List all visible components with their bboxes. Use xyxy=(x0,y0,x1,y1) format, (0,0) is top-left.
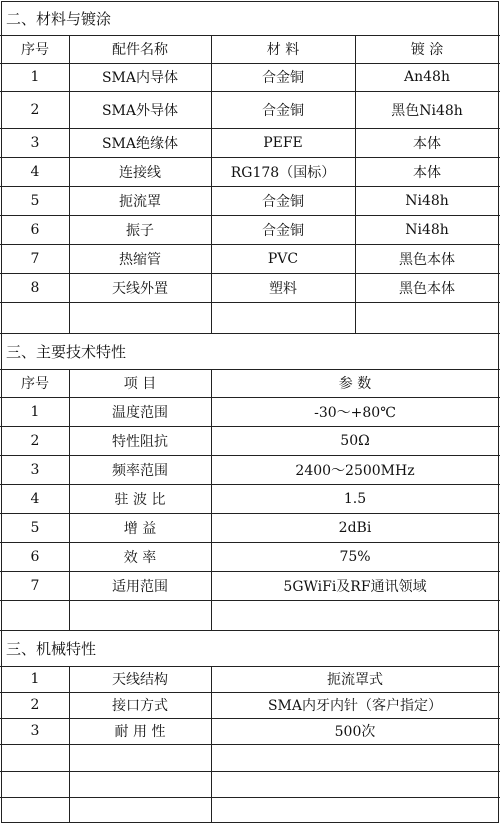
table-cell: SMA外导体 xyxy=(101,102,179,119)
table-cell: 3 xyxy=(30,461,40,478)
section-title-materials: 二、材料与镀涂 xyxy=(6,9,112,28)
table-header-cell: 序号 xyxy=(21,376,49,392)
table-cell: 塑料 xyxy=(269,280,297,297)
table-cell xyxy=(1,600,69,630)
table-cell: 2 xyxy=(30,432,40,449)
table-cell: 8 xyxy=(30,279,40,296)
table-cell xyxy=(211,771,499,797)
table-cell: 耐 用 性 xyxy=(114,724,166,741)
table-cell xyxy=(211,745,499,771)
table-cell: 天线结构 xyxy=(112,672,168,689)
divider xyxy=(355,35,356,333)
table-cell: 2 xyxy=(30,697,40,714)
table-cell: 适用范围 xyxy=(112,578,168,595)
divider xyxy=(211,35,212,333)
table-cell: 接口方式 xyxy=(112,698,168,715)
table-header-cell: 参 数 xyxy=(338,376,372,392)
table-cell: 增 益 xyxy=(123,520,157,537)
table-cell: Ni48h xyxy=(405,221,449,238)
table-cell: 5GWiFi及RF通讯领域 xyxy=(283,578,427,595)
table-cell: 扼流罩式 xyxy=(327,672,383,689)
table-cell: SMA内牙内针（客户指定） xyxy=(267,698,443,715)
table-cell: 2 xyxy=(30,101,40,118)
table-cell xyxy=(355,302,499,333)
table-cell: 天线外置 xyxy=(112,280,168,297)
table-cell: 温度范围 xyxy=(112,404,168,421)
table-cell: 热缩管 xyxy=(119,251,161,268)
table-cell: 频率范围 xyxy=(112,462,168,479)
table-cell: 5 xyxy=(30,192,40,209)
divider xyxy=(69,369,70,630)
table-cell: 合金铜 xyxy=(262,102,304,119)
table-cell: SMA绝缘体 xyxy=(101,135,179,152)
table-cell: 1 xyxy=(30,69,40,85)
table-cell: 连接线 xyxy=(119,164,161,181)
table-cell: 效 率 xyxy=(123,549,157,566)
table-header-cell: 项 目 xyxy=(123,376,157,392)
table-cell: Ni48h xyxy=(405,192,449,209)
table-cell: 扼流罩 xyxy=(119,193,161,210)
table-cell xyxy=(69,600,211,630)
table-cell: 4 xyxy=(30,490,40,507)
section-title-specs: 三、主要技术特性 xyxy=(6,342,127,361)
table-cell: RG178（国标） xyxy=(230,164,336,181)
table-cell: 2400～2500MHz xyxy=(295,462,415,479)
table-cell xyxy=(1,302,69,333)
table-cell: 50Ω xyxy=(340,432,370,449)
table-cell xyxy=(69,797,211,823)
table-cell: 4 xyxy=(30,163,40,180)
table-cell: 合金铜 xyxy=(262,222,304,239)
table-cell xyxy=(211,797,499,823)
table-cell xyxy=(69,302,211,333)
table-header-cell: 材 料 xyxy=(266,42,300,58)
table-cell xyxy=(1,797,69,823)
table-cell: 500次 xyxy=(334,724,376,741)
table-cell: -30～+80℃ xyxy=(314,404,396,421)
table-cell: An48h xyxy=(404,69,450,85)
table-cell: 驻 波 比 xyxy=(114,491,166,508)
table-cell: 7 xyxy=(30,250,40,267)
table-cell: 6 xyxy=(30,548,40,565)
table-cell: 1.5 xyxy=(343,490,367,507)
table-cell: 3 xyxy=(30,134,40,151)
table-header-cell: 序号 xyxy=(21,42,49,58)
table-cell: PEFE xyxy=(263,134,303,151)
table-cell: 1 xyxy=(30,671,40,688)
table-header-cell: 镀 涂 xyxy=(410,42,444,58)
section-title-mechanical: 三、机械特性 xyxy=(6,639,97,658)
table-cell: 2dBi xyxy=(338,519,372,536)
divider xyxy=(69,666,70,823)
table-cell: 合金铜 xyxy=(262,193,304,210)
table-cell xyxy=(1,771,69,797)
table-cell: 本体 xyxy=(413,135,441,152)
table-cell: 特性阻抗 xyxy=(112,433,168,450)
table-cell: 本体 xyxy=(413,164,441,181)
table-cell xyxy=(211,600,499,630)
table-cell: 6 xyxy=(30,221,40,238)
table-cell: 75% xyxy=(339,548,371,565)
table-cell: PVC xyxy=(267,250,299,267)
table-cell: 1 xyxy=(30,403,40,420)
divider xyxy=(69,35,70,333)
table-cell: 7 xyxy=(30,577,40,594)
divider xyxy=(211,666,212,823)
table-cell: 黑色Ni48h xyxy=(391,102,463,119)
table-cell: 3 xyxy=(30,723,40,740)
table-cell: 合金铜 xyxy=(262,70,304,86)
table-cell xyxy=(69,771,211,797)
table-cell: 振子 xyxy=(126,222,154,239)
table-cell: 黑色本体 xyxy=(399,251,455,268)
table-header-cell: 配件名称 xyxy=(112,42,168,58)
table-cell xyxy=(211,302,355,333)
table-cell: 5 xyxy=(30,519,40,536)
table-cell xyxy=(69,745,211,771)
table-cell: 黑色本体 xyxy=(399,280,455,297)
table-cell: SMA内导体 xyxy=(101,70,179,86)
divider xyxy=(211,369,212,630)
table-cell xyxy=(1,745,69,771)
